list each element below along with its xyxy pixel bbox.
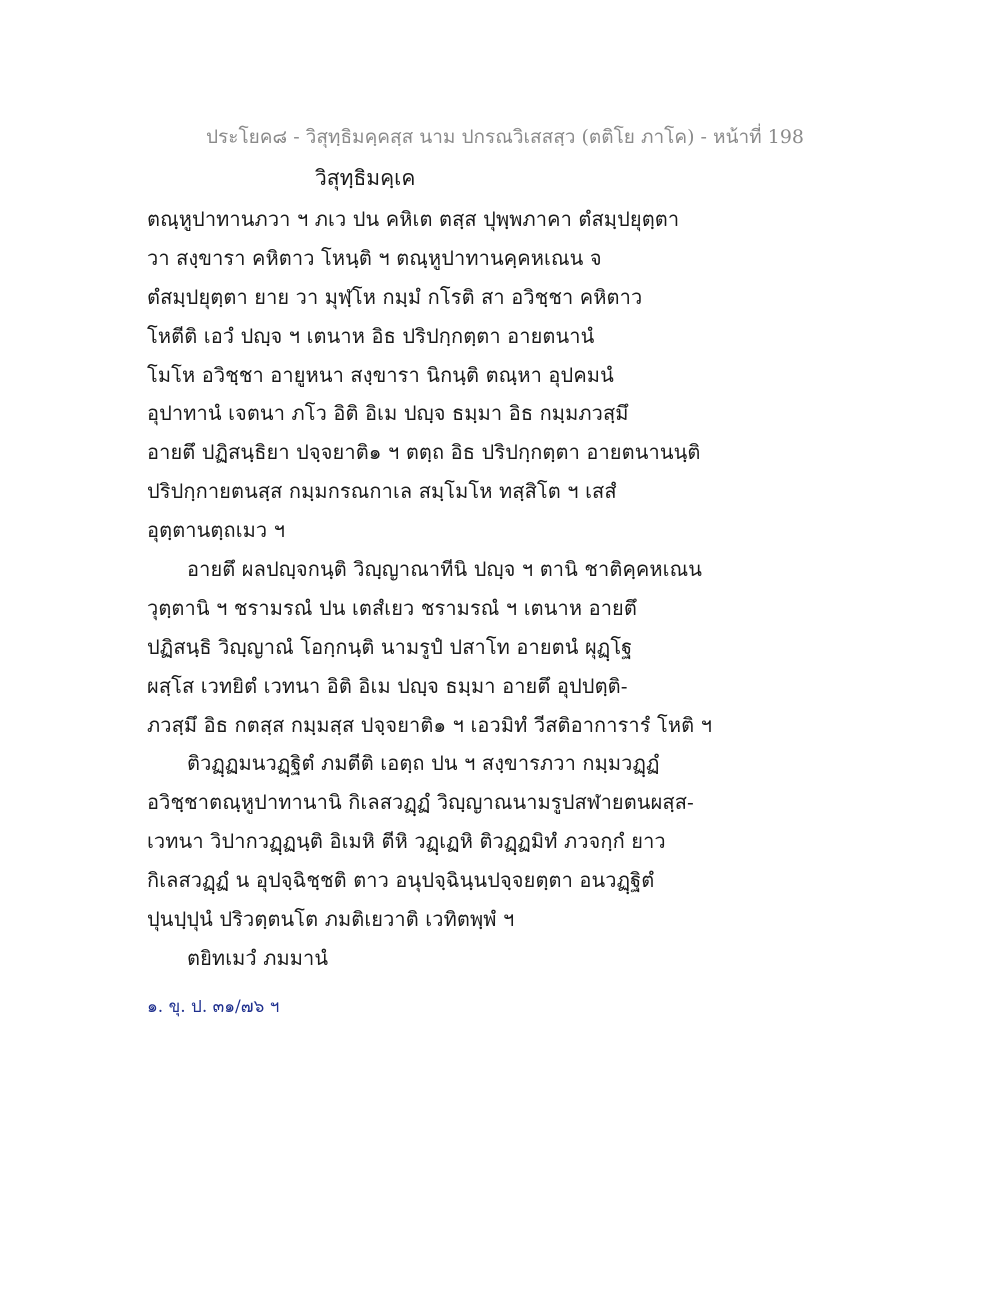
body-text [147, 200, 713, 978]
text-line: ปุนปฺปุนํ ปริวตฺตนโต ภมติเยวาติ เวทิตพฺพํ ฯ [147, 907, 515, 932]
book-title: วิสุทฺธิมคฺเค [315, 166, 416, 190]
footnote: ๑. ขุ. ป. ๓๑/๗๖ ฯ [147, 997, 280, 1017]
text-line: โมโห อวิชฺชา อายูหนา สงฺขารา นิกนฺติ ตณฺหา อุปคมนํ [147, 362, 614, 387]
text-line: เวทนา วิปากวฏฺฏนฺติ อิเมหิ ตีหิ วฏฺเฏหิ ติวฏฺฏมิทํ ภวจกฺกํ ยาว [147, 829, 666, 854]
page-header: ประโยค๘ - วิสุทฺธิมคฺคสฺส นาม ปกรณวิเสสสฺว (ตติโย ภาโค) - หน้าที่ 198 [205, 126, 805, 148]
text-line: ตํสมฺปยุตฺตา ยาย วา มุฬฺโห กมฺมํ กโรติ สา อวิชฺชา คหิตาว [147, 284, 643, 309]
text-line: ภวสฺมึ อิธ กตสฺส กมฺมสฺส ปจฺจยาติ๑ ฯ เอวมิทํ วีสติอาการารํ โหติ ฯ [147, 712, 713, 737]
text-line: โหตีติ เอวํ ปญฺจ ฯ เตนาห อิธ ปริปกฺกตฺตา อายตนานํ [147, 323, 595, 348]
text-line-paragraph-start: อายตึ ผลปญฺจกนฺติ วิญฺญาณาทีนิ ปญฺจ ฯ ตานิ ชาติคฺคหเณน [187, 557, 703, 582]
text-line: วุตฺตานิ ฯ ชรามรณํ ปน เตสํเยว ชรามรณํ ฯ เตนาห อายตึ [147, 595, 637, 620]
text-line-paragraph-start: ตยิทเมวํ ภมมานํ [187, 945, 329, 970]
text-line: วา สงฺขารา คหิตาว โหนฺติ ฯ ตณฺหูปาทานคฺคหเณน จ [147, 245, 602, 270]
text-line: กิเลสวฏฺฏํ น อุปจฺฉิชฺชติ ตาว อนุปจฺฉินฺนปจฺจยตฺตา อนวฏฺฐิตํ [147, 868, 655, 893]
text-line: ตณฺหูปาทานภวา ฯ ภเว ปน คหิเต ตสฺส ปุพฺพภาคา ตํสมฺปยุตฺตา [147, 207, 680, 231]
text-line: อวิชฺชาตณฺหูปาทานานิ กิเลสวฏฺฏํ วิญฺญาณนามรูปสฬายตนผสฺส- [147, 790, 694, 815]
text-line: ผสฺโส เวทยิตํ เวทนา อิติ อิเม ปญฺจ ธมฺมา อายตึ อุปปตฺติ- [147, 673, 628, 698]
text-line: อุปาทานํ เจตนา ภโว อิติ อิเม ปญฺจ ธมฺมา อิธ กมฺมภวสฺมึ [147, 401, 629, 426]
text-line: ปริปกฺกายตนสฺส กมฺมกรณกาเล สมฺโมโห ทสฺสิโต ฯ เสสํ [147, 479, 617, 504]
text-line: อายตึ ปฏิสนฺธิยา ปจฺจยาติ๑ ฯ ตตฺถ อิธ ปริปกฺกตฺตา อายตนานนฺติ [147, 440, 701, 465]
text-line: อุตฺตานตฺถเมว ฯ [147, 518, 286, 543]
text-line: ปฏิสนฺธิ วิญฺญาณํ โอกฺกนฺติ นามรูปํ ปสาโท อายตนํ ผุฏฺโฐ [147, 634, 633, 659]
text-line-paragraph-start: ติวฏฺฏมนวฏฺฐิตํ ภมตีติ เอตฺถ ปน ฯ สงฺขารภวา กมฺมวฏฺฏํ [187, 751, 660, 776]
